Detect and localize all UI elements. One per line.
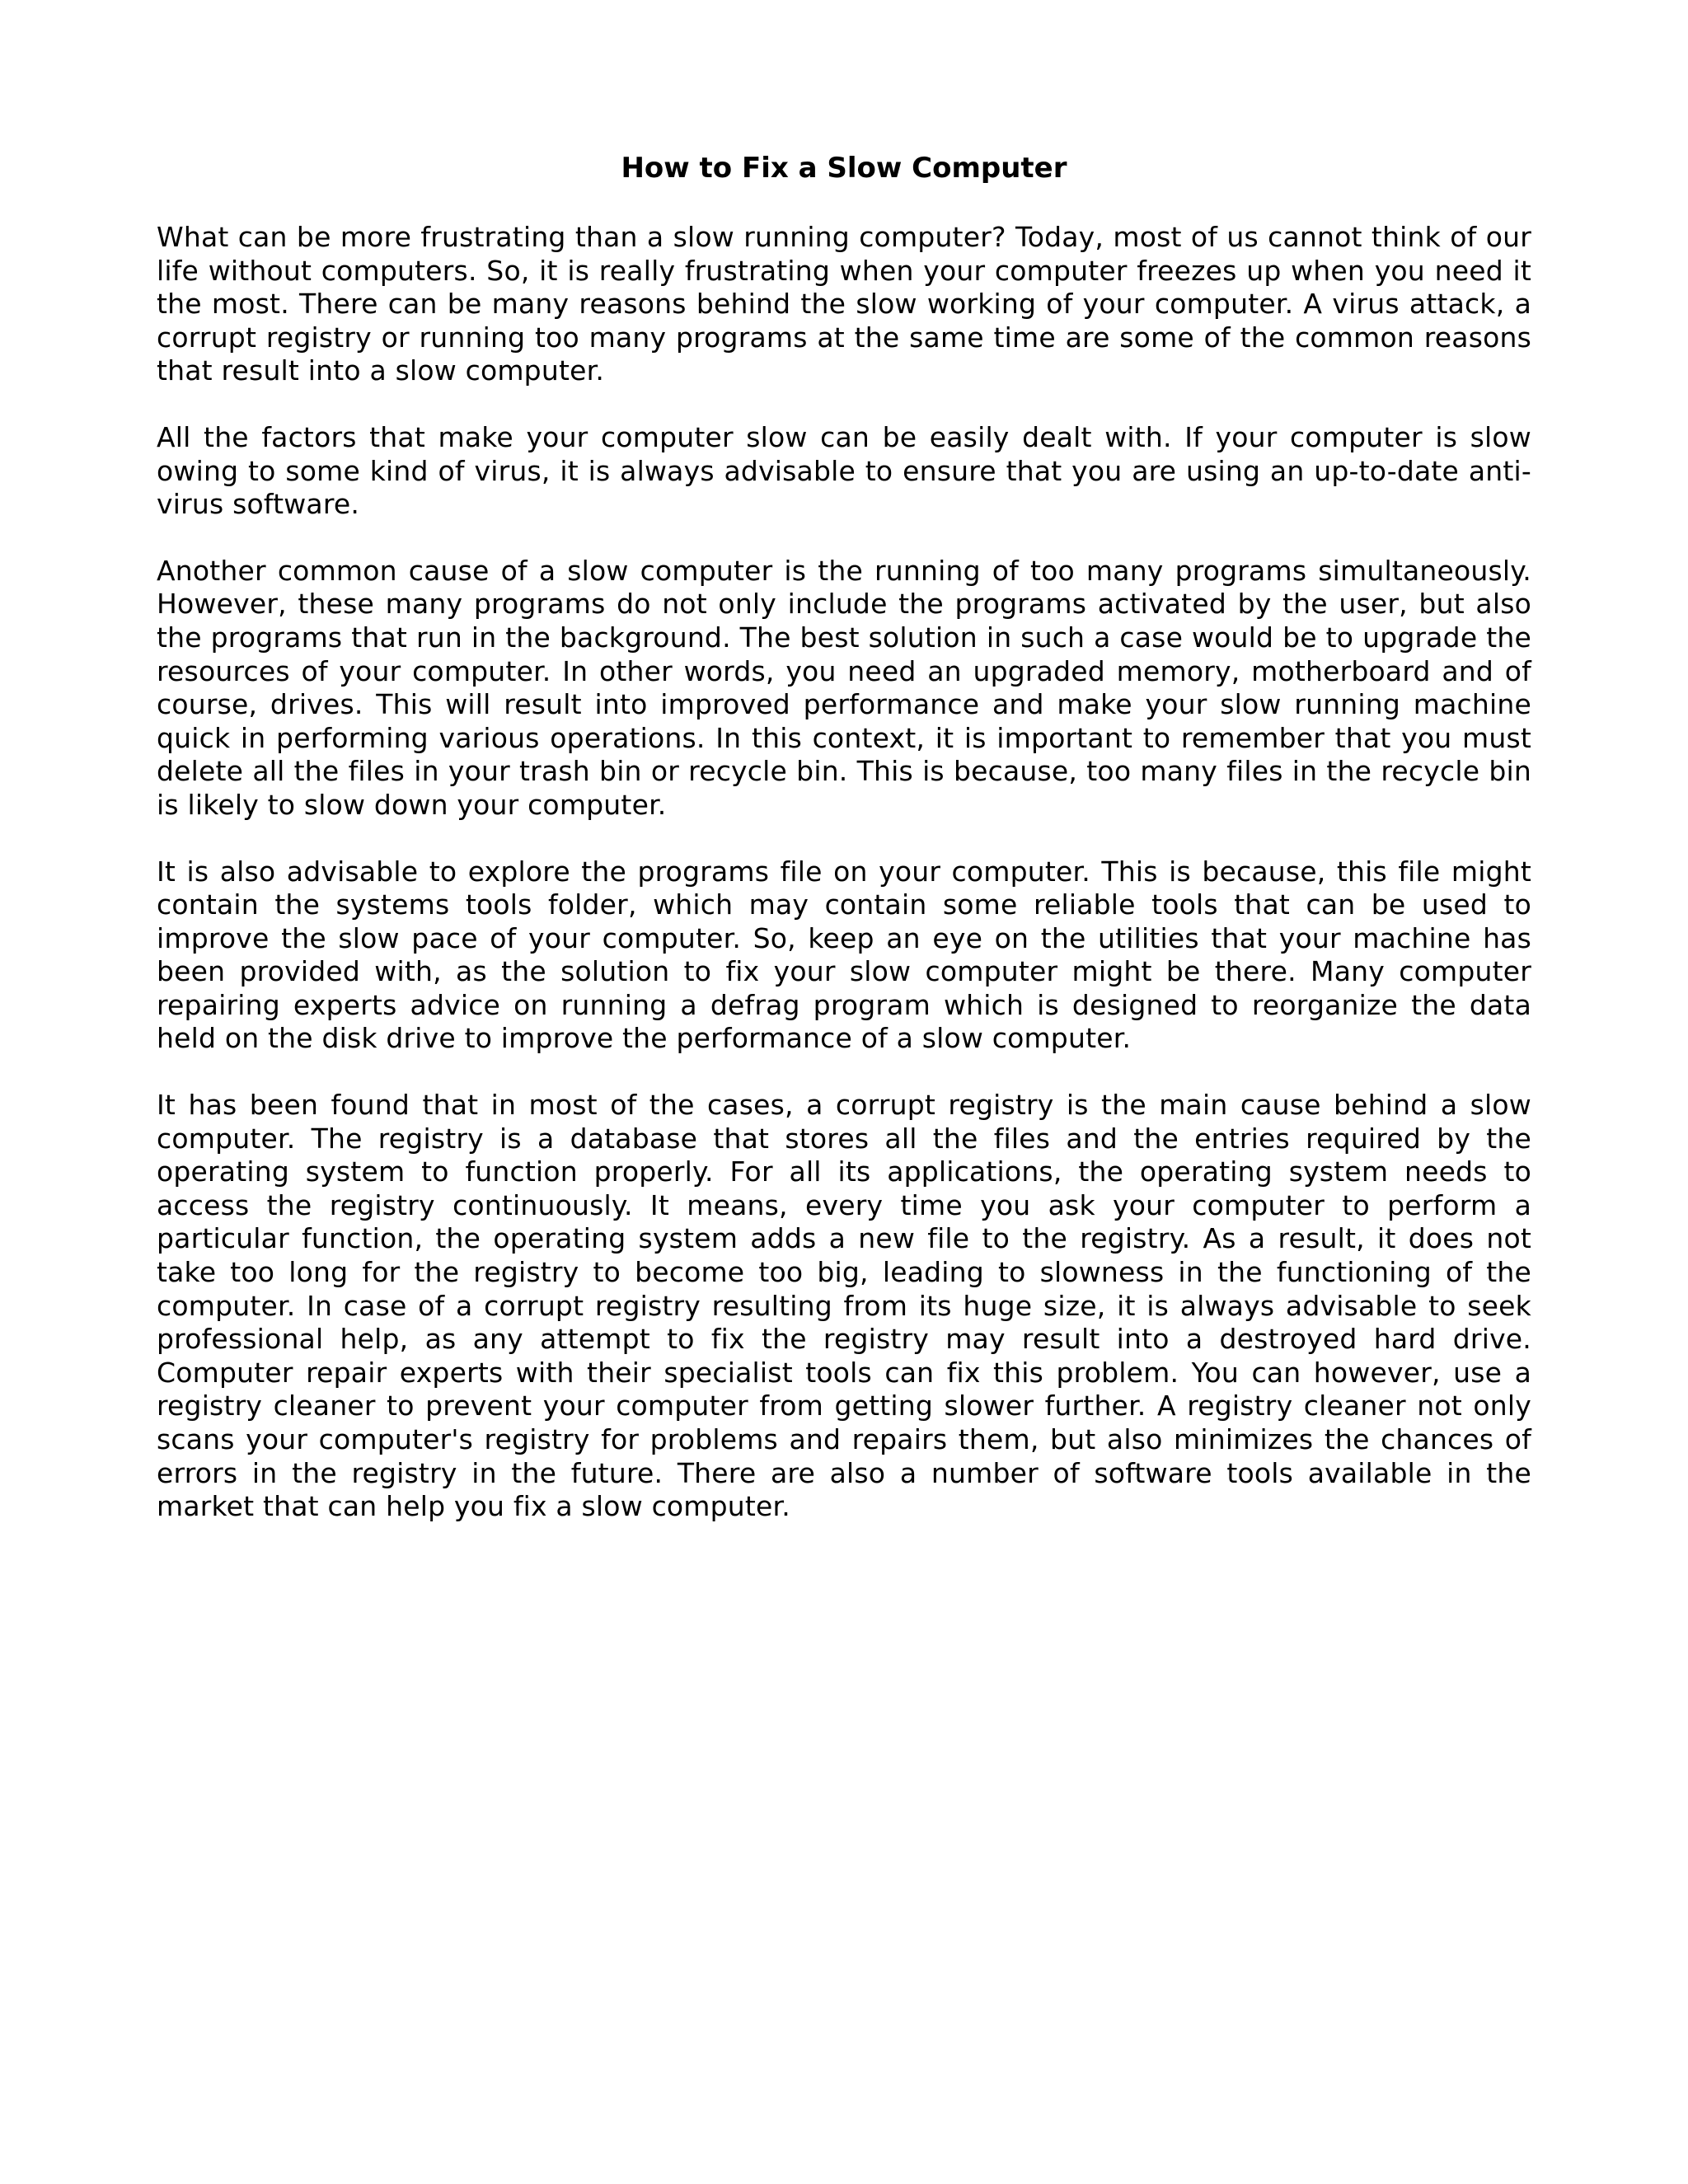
paragraph-2: All the factors that make your computer slow can be easily dealt with. If your computer is slow owing to some kind of virus, it is always advisable to ensure that you are using an up-to-date anti-virus software. — [157, 420, 1531, 521]
paragraph-3: Another common cause of a slow computer is the running of too many programs simultaneously. However, these many programs do not only include the programs activated by the user, but also the programs that run in the background. The best solution in such a case would be to upgrade the resources of your computer. In other words, you need an upgraded memory, motherboard and of course, drives. This will result into improved performance and make your slow running machine quick in performing various operations. In this context, it is important to remember that you must delete all the files in your trash bin or recycle bin. This is because, too many files in the recycle bin is likely to slow down your computer. — [157, 554, 1531, 821]
paragraph-1: What can be more frustrating than a slow running computer? Today, most of us cannot think of our life without computers. So, it is really frustrating when your computer freezes up when you need it the most. There can be many reasons behind the slow working of your computer. A virus attack, a corrupt registry or running too many programs at the same time are some of the common reasons that result into a slow computer. — [157, 221, 1531, 387]
paragraph-4: It is also advisable to explore the programs file on your computer. This is because, this file might contain the systems tools folder, which may contain some reliable tools that can be used to improve the slow pace of your computer. So, keep an eye on the utilities that your machine has been provided with, as the solution to fix your slow computer might be there. Many computer repairing experts advice on running a defrag program which is designed to reorganize the data held on the disk drive to improve the performance of a slow computer. — [157, 855, 1531, 1055]
paragraph-5: It has been found that in most of the cases, a corrupt registry is the main cause behind a slow computer. The registry is a database that stores all the files and the entries required by the operating system to function properly. For all its applications, the operating system needs to access the registry continuously. It means, every time you ask your computer to perform a particular function, the operating system adds a new file to the registry. As a result, it does not take too long for the registry to become too big, leading to slowness in the functioning of the computer. In case of a corrupt registry resulting from its huge size, it is always advisable to seek professional help, as any attempt to fix the registry may result into a destroyed hard drive. Computer repair experts with their specialist tools can fix this problem. You can however, use a registry cleaner to prevent your computer from getting slower further. A registry cleaner not only scans your computer's registry for problems and repairs them, but also minimizes the chances of errors in the registry in the future. There are also a number of software tools available in the market that can help you fix a slow computer. — [157, 1089, 1531, 1523]
document-body — [157, 152, 1531, 1557]
document-title: How to Fix a Slow Computer — [621, 152, 1067, 185]
